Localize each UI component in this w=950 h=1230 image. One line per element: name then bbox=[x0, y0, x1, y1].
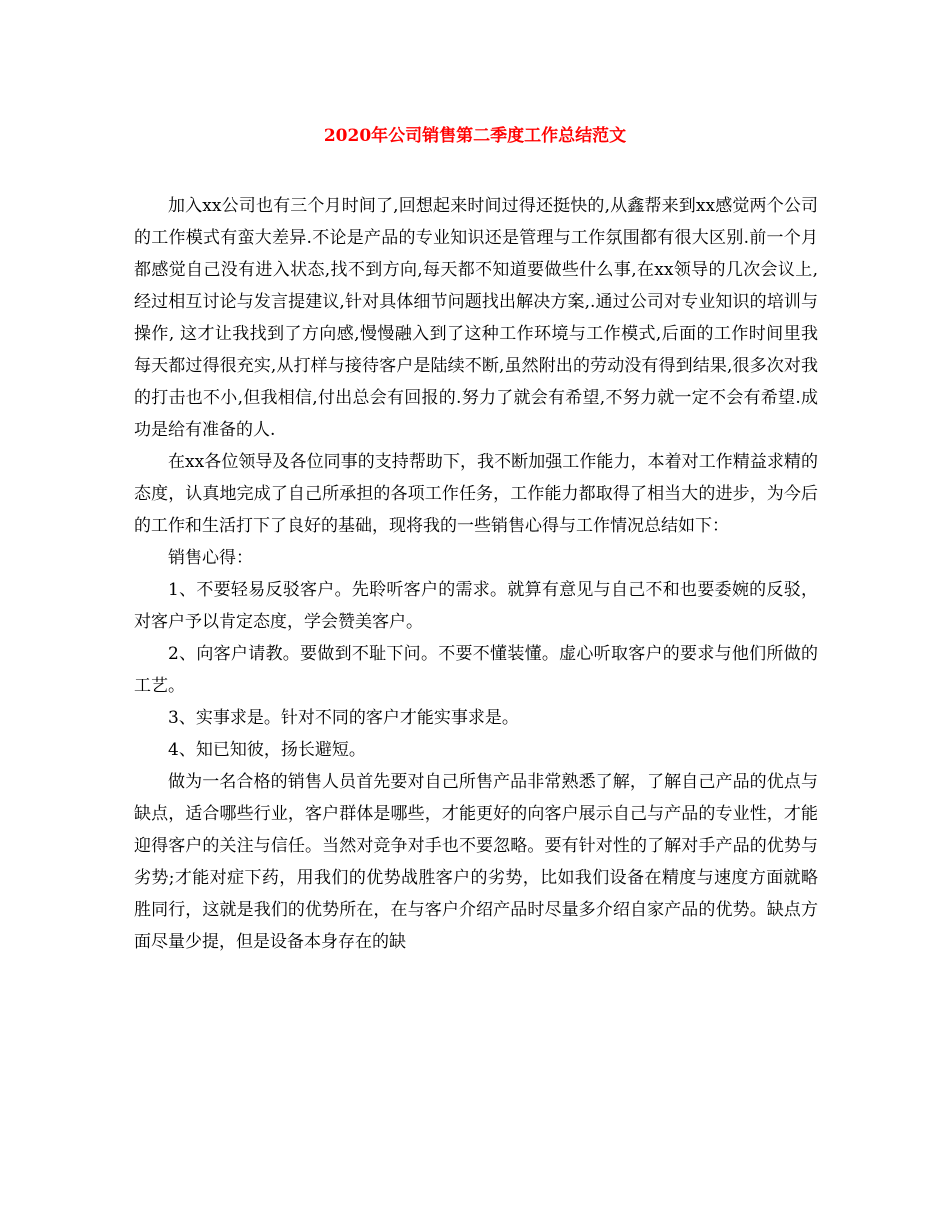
document-title: 2020年公司销售第二季度工作总结范文 bbox=[323, 126, 627, 146]
paragraph-product-knowledge: 做为一名合格的销售人员首先要对自己所售产品非常熟悉了解，了解自己产品的优点与缺点，适合哪些行业，客户群体是哪些，才能更好的向客户展示自己与产品的专业性，才能迎得客户的关注与信任。当然对竞争对手也不要忽略。要有针对性的了解对手产品的优势与劣势;才能对症下药，用我们的优势战胜客户的劣势，比如我们设备在精度与速度方面就略胜同行，这就是我们的优势所在，在与客户介绍产品时尽量多介绍自家产品的优势。缺点方面尽量少提，但是设备本身存在的缺 bbox=[134, 772, 818, 952]
paragraph-item-3: 3、实事求是。针对不同的客户才能实事求是。 bbox=[168, 708, 519, 728]
paragraph-summary-lead: 在xx各位领导及各位同事的支持帮助下，我不断加强工作能力，本着对工作精益求精的态度，认真地完成了自己所承担的各项工作任务，工作能力都取得了相当大的进步，为今后的工作和生活打下了良好的基础，现将我的一些销售心得与工作情况总结如下： bbox=[134, 452, 818, 536]
paragraph-item-1: 1、不要轻易反驳客户。先聆听客户的需求。就算有意见与自己不和也要委婉的反驳，对客户予以肯定态度，学会赞美客户。 bbox=[134, 580, 818, 632]
document-body bbox=[134, 190, 818, 958]
paragraph-intro: 加入xx公司也有三个月时间了,回想起来时间过得还挺快的,从鑫帮来到xx感觉两个公司的工作模式有蛮大差异.不论是产品的专业知识还是管理与工作氛围都有很大区别.前一个月都感觉自己没有进入状态,找不到方向,每天都不知道要做些什么事,在xx领导的几次会议上,经过相互讨论与发言提建议,针对具体细节问题找出解决方案,.通过公司对专业知识的培训与操作, 这才让我找到了方向感,慢慢融入到了这种工作环境与工作模式,后面的工作时间里我每天都过得很充实,从打样与接待客户是陆续不断,虽然附出的劳动没有得到结果,很多次对我的打击也不小,但我相信,付出总会有回报的.努力了就会有希望,不努力就一定不会有希望.成功是给有准备的人. bbox=[134, 196, 818, 440]
paragraph-item-4: 4、知已知彼，扬长避短。 bbox=[168, 740, 366, 760]
paragraph-heading-sales-insights: 销售心得： bbox=[168, 548, 253, 568]
paragraph-item-2: 2、向客户请教。要做到不耻下问。不要不懂装懂。虚心听取客户的要求与他们所做的工艺。 bbox=[134, 644, 818, 696]
